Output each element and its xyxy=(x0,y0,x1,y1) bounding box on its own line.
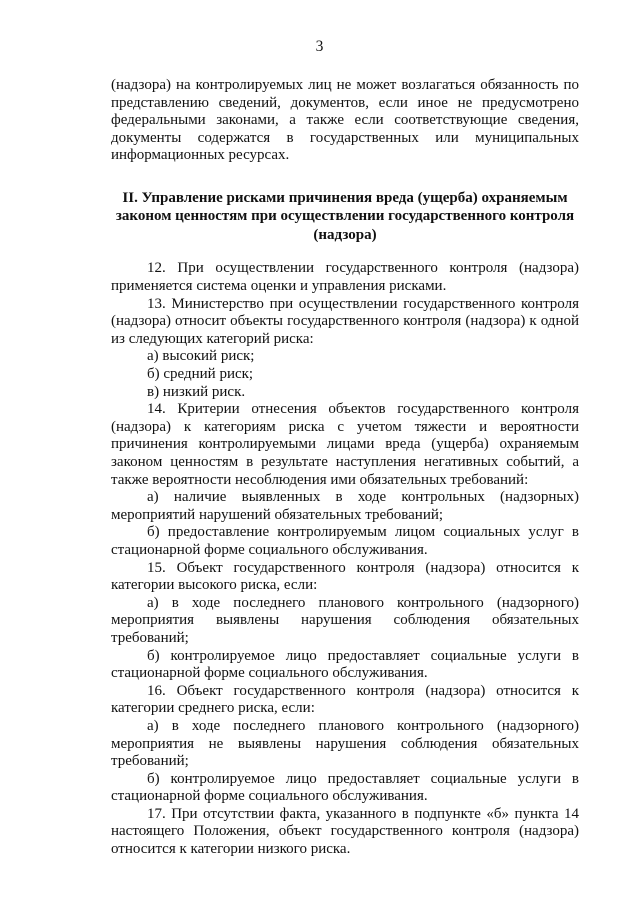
list-item-a: а) высокий риск; xyxy=(147,348,255,365)
list-item-c: в) низкий риск. xyxy=(147,383,246,400)
paragraph-12: 12. При осуществлении государственного контроля (надзора) применяется система оценки и управления рисками. xyxy=(111,260,579,295)
list-item-b: б) средний риск; xyxy=(147,366,254,383)
paragraph-15: 15. Объект государственного контроля (надзора) относится к категории высокого риска, если: xyxy=(111,559,579,594)
paragraph-14-b: б) предоставление контролируемым лицом социальных услуг в стационарной форме социального обслуживания. xyxy=(111,524,579,558)
paragraph-17: 17. При отсутствии факта, указанного в подпункте «б» пункта 14 настоящего Положения, объект государственного контроля (надзора) относится к категории низкого риска. xyxy=(111,805,579,858)
intro-paragraph: (надзора) на контролируемых лиц не может возлагаться обязанность по представлению сведений, документов, если иное не предусмотрено федеральными законами, а также если соответствующие сведения, документы содержатся в государственных или муниципальных информационных ресурсах. xyxy=(111,77,579,164)
paragraph-15-b: б) контролируемое лицо предоставляет социальные услуги в стационарной форме социального обслуживания. xyxy=(111,647,579,682)
paragraph-14-a: а) наличие выявленных в ходе контрольных (надзорных) мероприятий нарушений обязательных требований; xyxy=(111,489,579,523)
document-body xyxy=(111,77,579,859)
paragraph-16: 16. Объект государственного контроля (надзора) относится к категории среднего риска, если: xyxy=(111,682,579,717)
section-heading: II. Управление рисками причинения вреда (ущерба) охраняемым законом ценностям при осуществлении государственного контроля (надзора) xyxy=(115,189,575,243)
paragraph-16-b: б) контролируемое лицо предоставляет социальные услуги в стационарной форме социального обслуживания. xyxy=(111,770,579,805)
paragraph-16-a: а) в ходе последнего планового контрольного (надзорного) мероприятия не выявлены нарушения соблюдения обязательных требований; xyxy=(111,717,579,770)
paragraph-15-a: а) в ходе последнего планового контрольного (надзорного) мероприятия выявлены нарушения соблюдения обязательных требований; xyxy=(111,594,579,646)
paragraph-13: 13. Министерство при осуществлении государственного контроля (надзора) относит объекты государственного контроля (надзора) к одной из следующих категорий риска: xyxy=(111,295,579,347)
paragraph-14: 14. Критерии отнесения объектов государственного контроля (надзора) к категориям риска с учетом тяжести и вероятности причинения контролируемыми лицами вреда (ущерба) охраняемым законом ценностям в результате наступления негативных событий, а также вероятности несоблюдения ими обязательных требований: xyxy=(111,401,579,488)
page-number: 3 xyxy=(315,38,324,55)
